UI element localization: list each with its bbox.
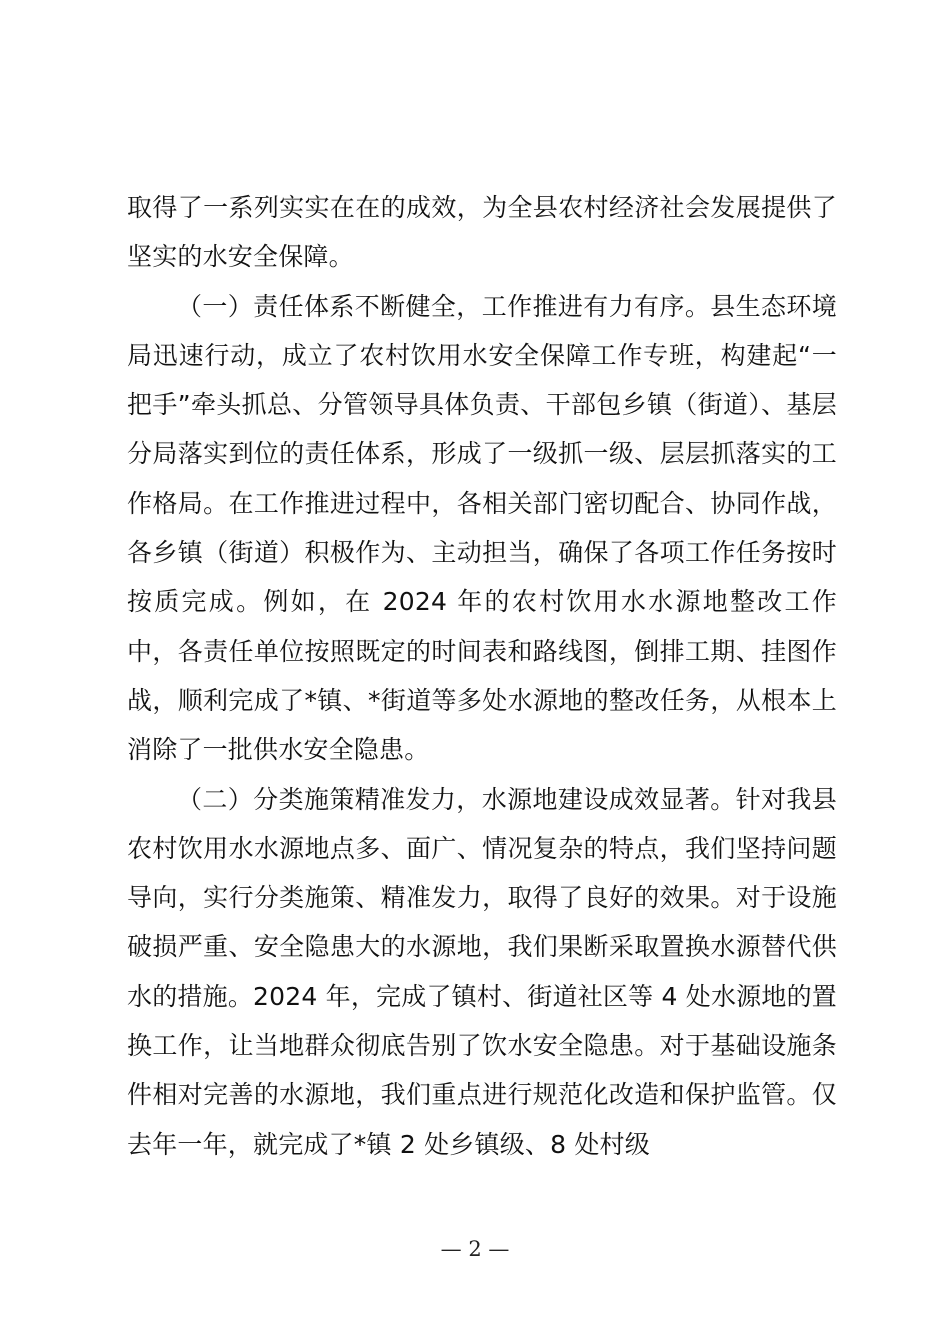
paragraph-classified-measures: （二）分类施策精准发力，水源地建设成效显著。针对我县农村饮用水水源地点多、面广、情况复杂的特点，我们坚持问题导向，实行分类施策、精准发力，取得了良好的效果。对于设施破损严重、安全隐患大的水源地，我们果断采取置换水源替代供水的措施。2024 年，完成了镇村、街道社区等 4 处水源地的置换工作，让当地群众彻底告别了饮水安全隐患。对于基础设施条件相对完善的水源地，我们重点进行规范化改造和保护监管。仅去年一年，就完成了*镇 2 处乡镇级、8 处村级 <box>127 784 837 1159</box>
paragraph-responsibility-system: （一）责任体系不断健全，工作推进有力有序。县生态环境局迅速行动，成立了农村饮用水安全保障工作专班，构建起“一把手”牵头抓总、分管领导具体负责、干部包乡镇（街道）、基层分局落实到位的责任体系，形成了一级抓一级、层层抓落实的工作格局。在工作推进过程中，各相关部门密切配合、协同作战，各乡镇（街道）积极作为、主动担当，确保了各项工作任务按时按质完成。例如，在 2024 年的农村饮用水水源地整改工作中，各责任单位按照既定的时间表和路线图，倒排工期、挂图作战，顺利完成了*镇、*街道等多处水源地的整改任务，从根本上消除了一批供水安全隐患。 <box>127 291 837 765</box>
page-number: — 2 — <box>440 1237 510 1261</box>
paragraph-continued: 取得了一系列实实在在的成效，为全县农村经济社会发展提供了坚实的水安全保障。 <box>127 193 837 272</box>
document-body <box>127 183 837 1169</box>
